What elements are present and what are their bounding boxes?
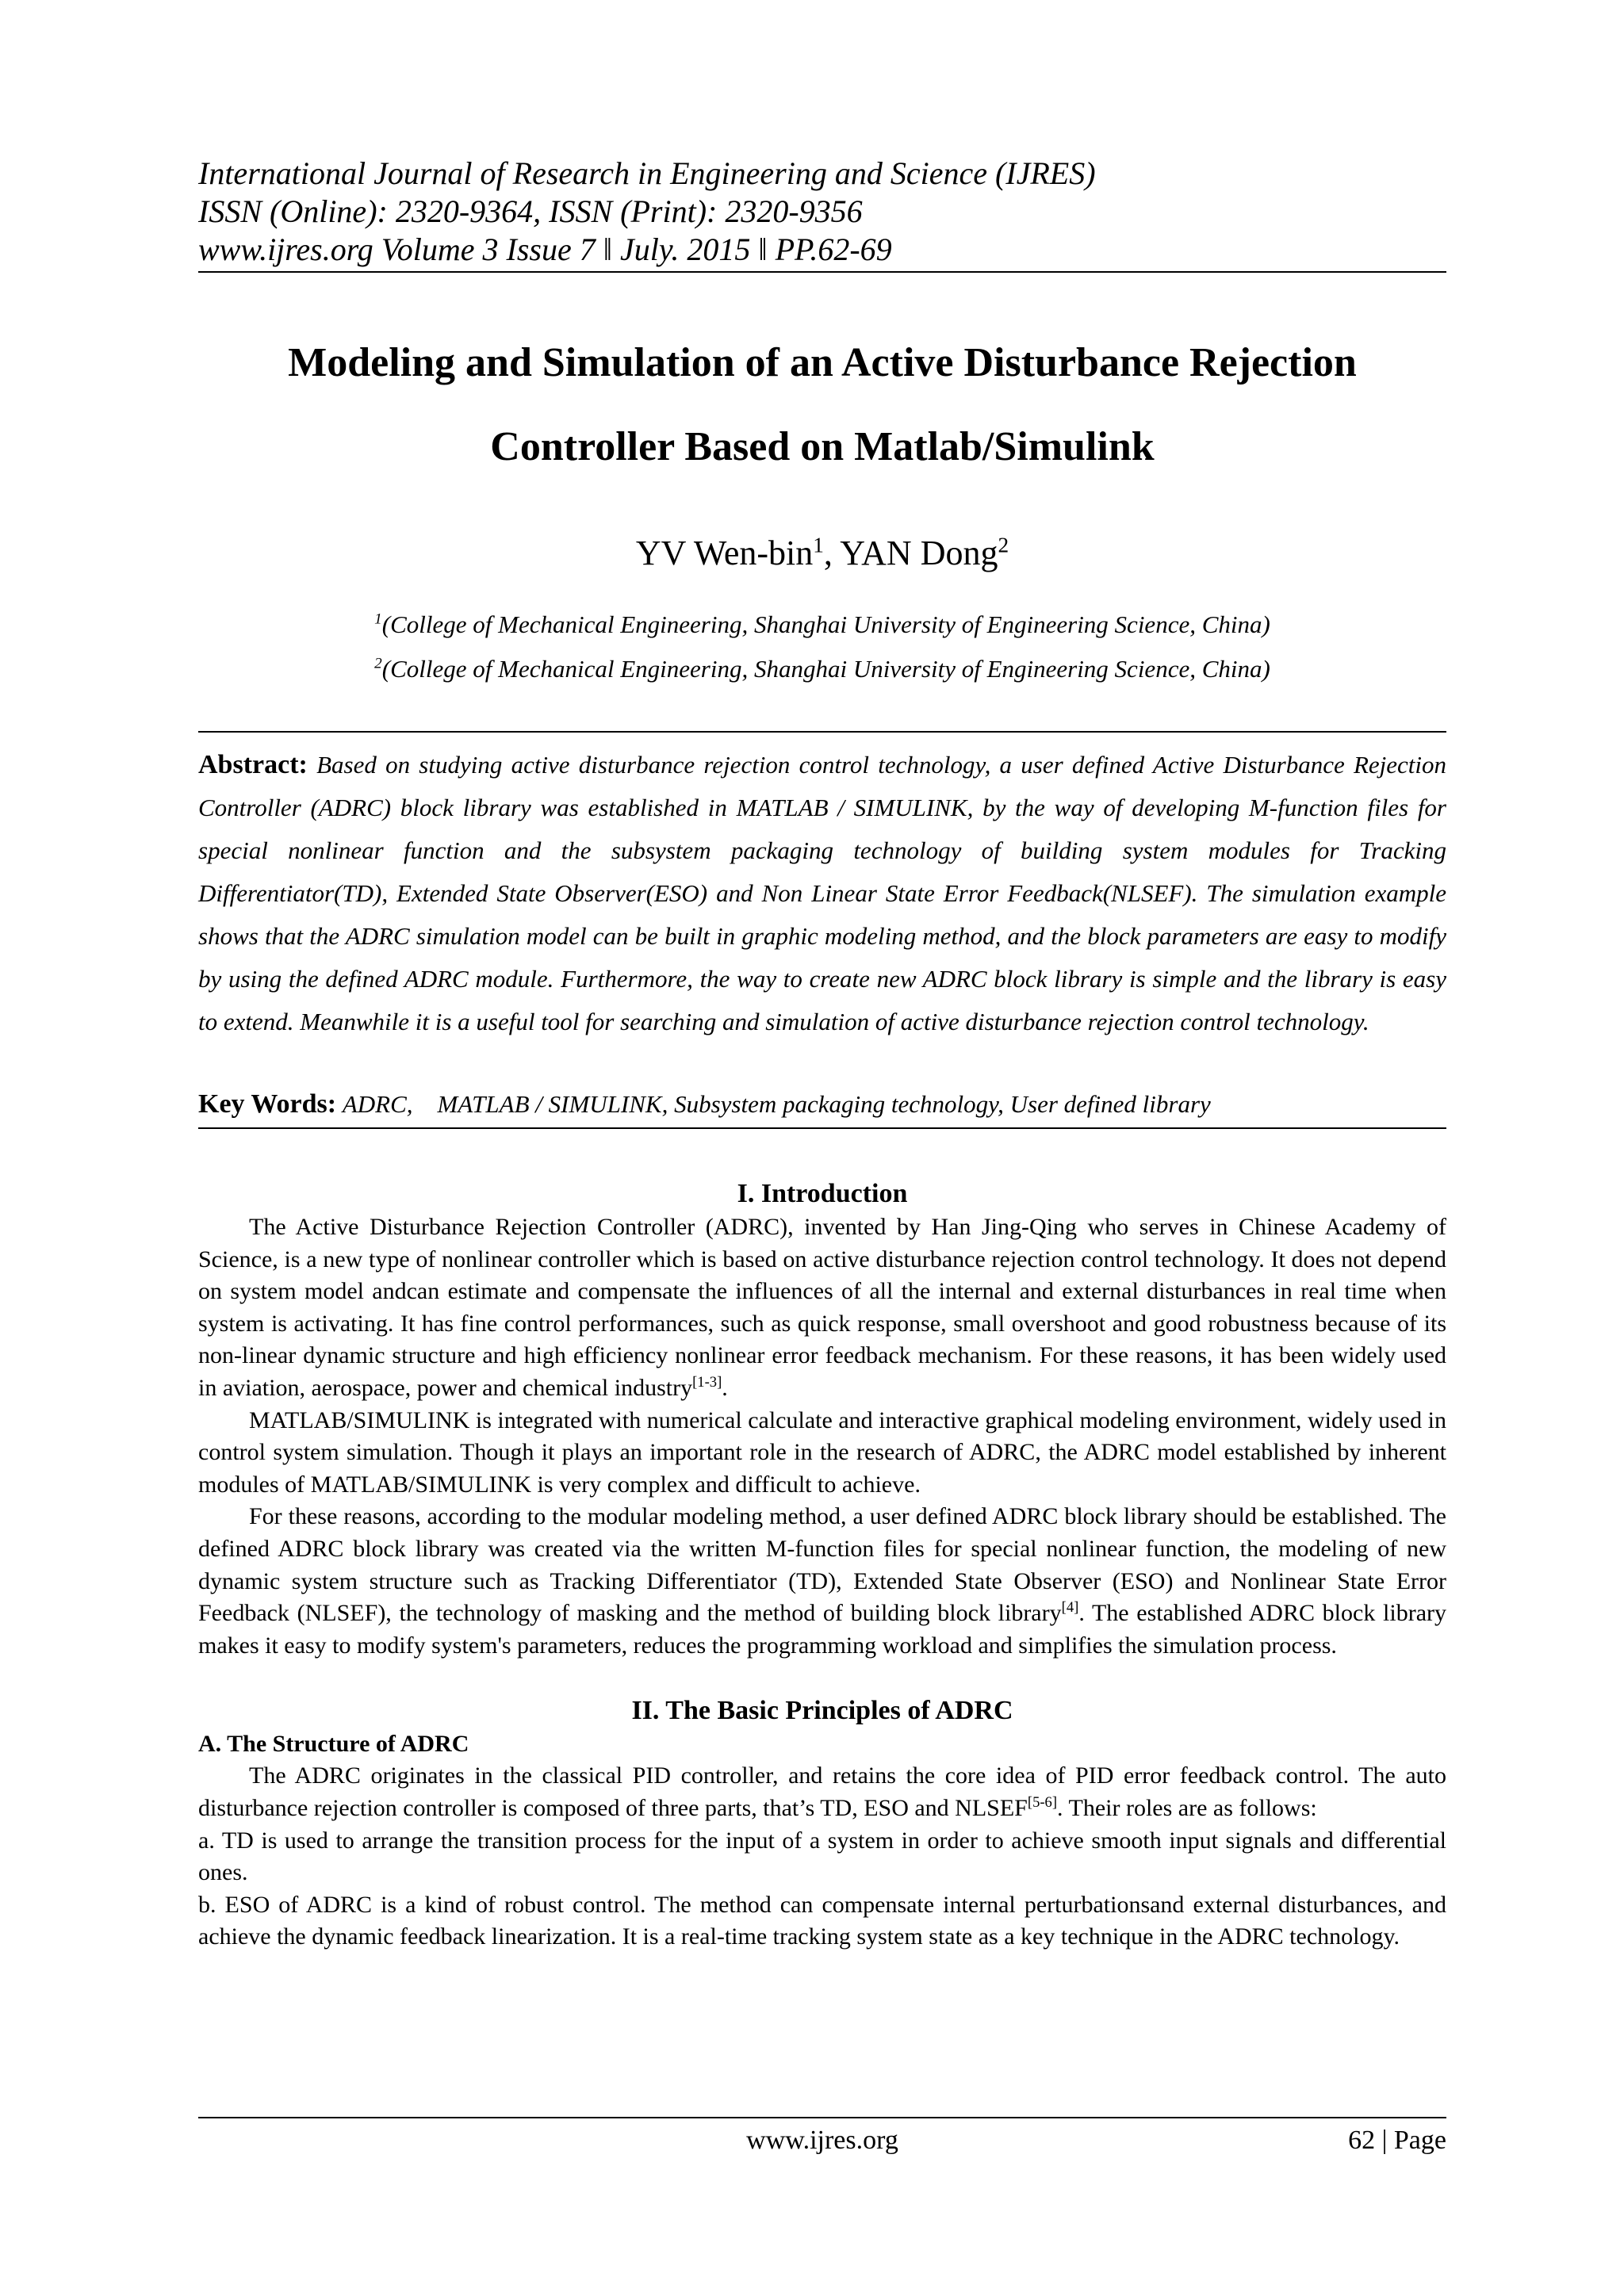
section-heading: I. Introduction (737, 1179, 908, 1208)
paragraph-text: For these reasons, according to the modular modeling method, a user defined ADRC block library should be established. The defined ADRC block library was created via the written M-function files for special nonlinear function, the modeling of new dynamic system structure such as Tracking Differentiator (TD), Extended State Observer (ESO) and Nonlinear State Error Feedback (NLSEF), the technology of masking and the method of building block library (198, 1503, 1446, 1627)
author-list (198, 530, 1446, 577)
paragraph-text: . (722, 1374, 728, 1401)
paper-body (198, 1177, 1446, 1954)
list-item: a. TD is used to arrange the transition process for the input of a system in order to achieve smooth input signals and differential ones. (198, 1827, 1446, 1886)
author-name: YV Wen-bin (635, 534, 814, 572)
journal-issue: www.ijres.org Volume 3 Issue 7 ǁ July. 2015 ǁ PP.62-69 (198, 232, 892, 267)
affiliation-list (198, 603, 1446, 691)
paragraph-text: . The established ADRC block library makes it easy to modify system's parameters, reduces the programming workload and simplifies the simulation process. (198, 1600, 1446, 1659)
keywords (198, 1085, 1446, 1124)
author-affil-marker: 1 (813, 533, 824, 557)
affiliation (198, 603, 1446, 647)
keywords-text: ADRC, MATLAB / SIMULINK, Subsystem packaging technology, User defined library (342, 1090, 1211, 1118)
list-item: b. ESO of ADRC is a kind of robust control. The method can compensate internal perturbationsand external disturbances, and achieve the dynamic feedback linearization. It is a real-time tracking system state as a key technique in the ADRC technology. (198, 1891, 1446, 1950)
abstract (198, 744, 1446, 1043)
page-number: 62 | Page (1348, 2126, 1446, 2155)
title-line-2: Controller Based on Matlab/Simulink (490, 424, 1155, 469)
paper-page (198, 0, 1446, 2296)
paragraph (198, 1211, 1446, 1405)
keywords-label: Key Words: (198, 1089, 337, 1119)
affiliation-marker: 2 (374, 655, 382, 672)
section-spacer (198, 1662, 1446, 1693)
affiliation-marker: 1 (374, 610, 382, 628)
abstract-top-divider (198, 731, 1446, 733)
paragraph (198, 1501, 1446, 1662)
affiliation-text: (College of Mechanical Engineering, Shanghai University of Engineering Science, China) (381, 655, 1270, 683)
journal-name: International Journal of Research in Engineering and Science (IJRES) (198, 155, 1096, 191)
subsection-heading: A. The Structure of ADRC (198, 1731, 469, 1758)
paragraph: MATLAB/SIMULINK is integrated with numerical calculate and interactive graphical modeling environment, widely used in control system simulation. Though it plays an important role in the research of ADRC, the ADRC model established by inherent modules of MATLAB/SIMULINK is very complex and difficult to achieve. (198, 1406, 1446, 1498)
paragraph (198, 1760, 1446, 1824)
section-heading: II. The Basic Principles of ADRC (631, 1696, 1013, 1726)
citation: [5-6] (1027, 1793, 1058, 1811)
paragraph-text: The Active Disturbance Rejection Controller (ADRC), invented by Han Jing-Qing who serves in Chinese Academy of Science, is a new type of nonlinear controller which is based on active disturbance rejection control technology. It does not depend on system model andcan estimate and compensate the influences of all the internal and external disturbances in real time when system is activating. It has fine control performances, such as quick response, small overshoot and good robustness because of its non-linear dynamic structure and high efficiency nonlinear error feedback mechanism. For these reasons, it has been widely used in aviation, aerospace, power and chemical industry (198, 1214, 1446, 1401)
author-affil-marker: 2 (998, 533, 1009, 557)
footer-website: www.ijres.org (746, 2126, 898, 2155)
abstract-bottom-divider (198, 1127, 1446, 1129)
abstract-label: Abstract: (198, 750, 308, 779)
journal-header (198, 155, 1446, 269)
paper-title (198, 321, 1446, 489)
paragraph-text: . Their roles are as follows: (1057, 1794, 1317, 1821)
citation: [1-3] (692, 1373, 722, 1391)
affiliation (198, 647, 1446, 691)
title-line-1: Modeling and Simulation of an Active Disturbance Rejection (288, 340, 1357, 385)
paragraph-text: The ADRC originates in the classical PID controller, and retains the core idea of PID error feedback control. The auto disturbance rejection controller is composed of three parts, that’s TD, ESO and NLSEF (198, 1762, 1446, 1821)
footer-divider (198, 2117, 1446, 2118)
journal-issn: ISSN (Online): 2320-9364, ISSN (Print): 2320-9356 (198, 193, 863, 229)
author-separator: , (823, 534, 841, 572)
author-name: YAN Dong (840, 534, 998, 572)
affiliation-text: (College of Mechanical Engineering, Shanghai University of Engineering Science, China) (381, 610, 1270, 638)
header-divider (198, 271, 1446, 273)
citation: [4] (1061, 1599, 1079, 1617)
abstract-text: Based on studying active disturbance rejection control technology, a user defined Active Disturbance Rejection Controller (ADRC) block library was established in MATLAB / SIMULINK, by the way of developing M-function files for special nonlinear function and the subsystem packaging technology of building system modules for Tracking Differentiator(TD), Extended State Observer(ESO) and Non Linear State Error Feedback(NLSEF). The simulation example shows that the ADRC simulation model can be built in graphic modeling method, and the block parameters are easy to modify by using the defined ADRC module. Furthermore, the way to create new ADRC block library is simple and the library is easy to extend. Meanwhile it is a useful tool for searching and simulation of active disturbance rejection control technology. (198, 751, 1447, 1035)
